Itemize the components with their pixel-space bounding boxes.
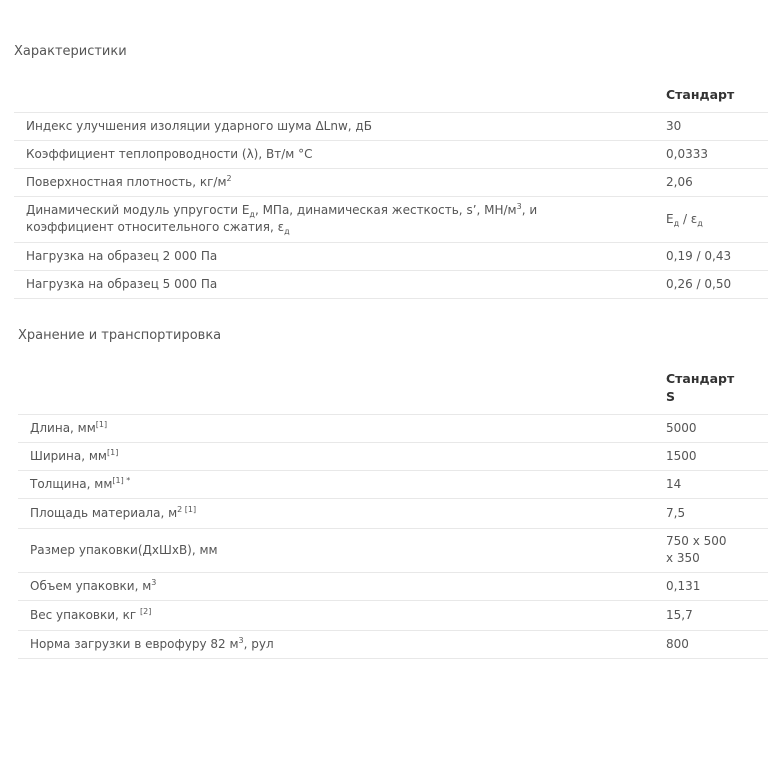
row-label: Ширина, мм[1] xyxy=(18,442,656,470)
storage-table-wrap xyxy=(18,356,768,659)
row-label: Динамический модуль упругости $E_д$, МПа, динамическая жесткость, s’, $МН/м^3$, и коэффициент относительного сжатия, $\varepsilon_д$ xyxy=(14,196,656,242)
row-label: Вес упаковки, кг [2] xyxy=(18,600,656,630)
row-value: $E_д / \varepsilon_д$ xyxy=(656,196,768,242)
table-row xyxy=(18,470,768,498)
row-value: 750 х 500 х 350 xyxy=(656,528,768,572)
column-header-standard: Стандарт xyxy=(666,86,735,102)
characteristics-section xyxy=(14,44,127,59)
table-row xyxy=(18,528,768,572)
row-value: 0,131 xyxy=(656,572,768,600)
table-row xyxy=(14,196,768,242)
table-row xyxy=(18,572,768,600)
row-label: Объем упаковки, $м^3$ xyxy=(18,572,656,600)
row-label: Размер упаковки(ДхШхВ), мм xyxy=(18,528,656,572)
row-value: 5000 xyxy=(656,414,768,442)
table-row xyxy=(14,168,768,196)
column-header-standard-s: Стандарт S xyxy=(666,370,735,404)
row-value: 1500 xyxy=(656,442,768,470)
table-row xyxy=(14,112,768,140)
row-value: 7,5 xyxy=(656,498,768,528)
row-value: 0,26 / 0,50 xyxy=(656,270,768,298)
characteristics-title: Характеристики xyxy=(14,44,127,59)
row-label: Индекс улучшения изоляции ударного шума ΔLnw, дБ xyxy=(14,112,656,140)
table-row xyxy=(18,498,768,528)
characteristics-table xyxy=(14,70,768,299)
row-label: Нагрузка на образец 5 000 Па xyxy=(14,270,656,298)
row-label: Нагрузка на образец 2 000 Па xyxy=(14,242,656,270)
storage-table xyxy=(18,356,768,659)
characteristics-table-wrap xyxy=(14,70,768,299)
table-row xyxy=(14,270,768,298)
table-row xyxy=(18,630,768,658)
row-label: Толщина, $мм^{[1] *}$ xyxy=(18,470,656,498)
table-row xyxy=(18,600,768,630)
row-label: Длина, мм[1] xyxy=(18,414,656,442)
storage-section xyxy=(18,328,221,343)
table-header-row xyxy=(18,356,768,414)
row-value: 2,06 xyxy=(656,168,768,196)
table-row xyxy=(18,414,768,442)
row-value: 0,19 / 0,43 xyxy=(656,242,768,270)
row-label: Коэффициент теплопроводности (λ), Вт/м °С xyxy=(14,140,656,168)
table-header-row xyxy=(14,70,768,112)
table-row xyxy=(14,242,768,270)
storage-title: Хранение и транспортировка xyxy=(18,328,222,343)
row-value: 15,7 xyxy=(656,600,768,630)
row-value: 0,0333 xyxy=(656,140,768,168)
row-value: 30 xyxy=(656,112,768,140)
row-label: Площадь материала, $м^{2 [1]}$ xyxy=(18,498,656,528)
row-label: Норма загрузки в еврофуру 82 $м^3$, рул xyxy=(18,630,656,658)
row-label: Поверхностная плотность, $кг/м^2$ xyxy=(14,168,656,196)
row-value: 14 xyxy=(656,470,768,498)
table-row xyxy=(18,442,768,470)
row-value: 800 xyxy=(656,630,768,658)
table-row xyxy=(14,140,768,168)
